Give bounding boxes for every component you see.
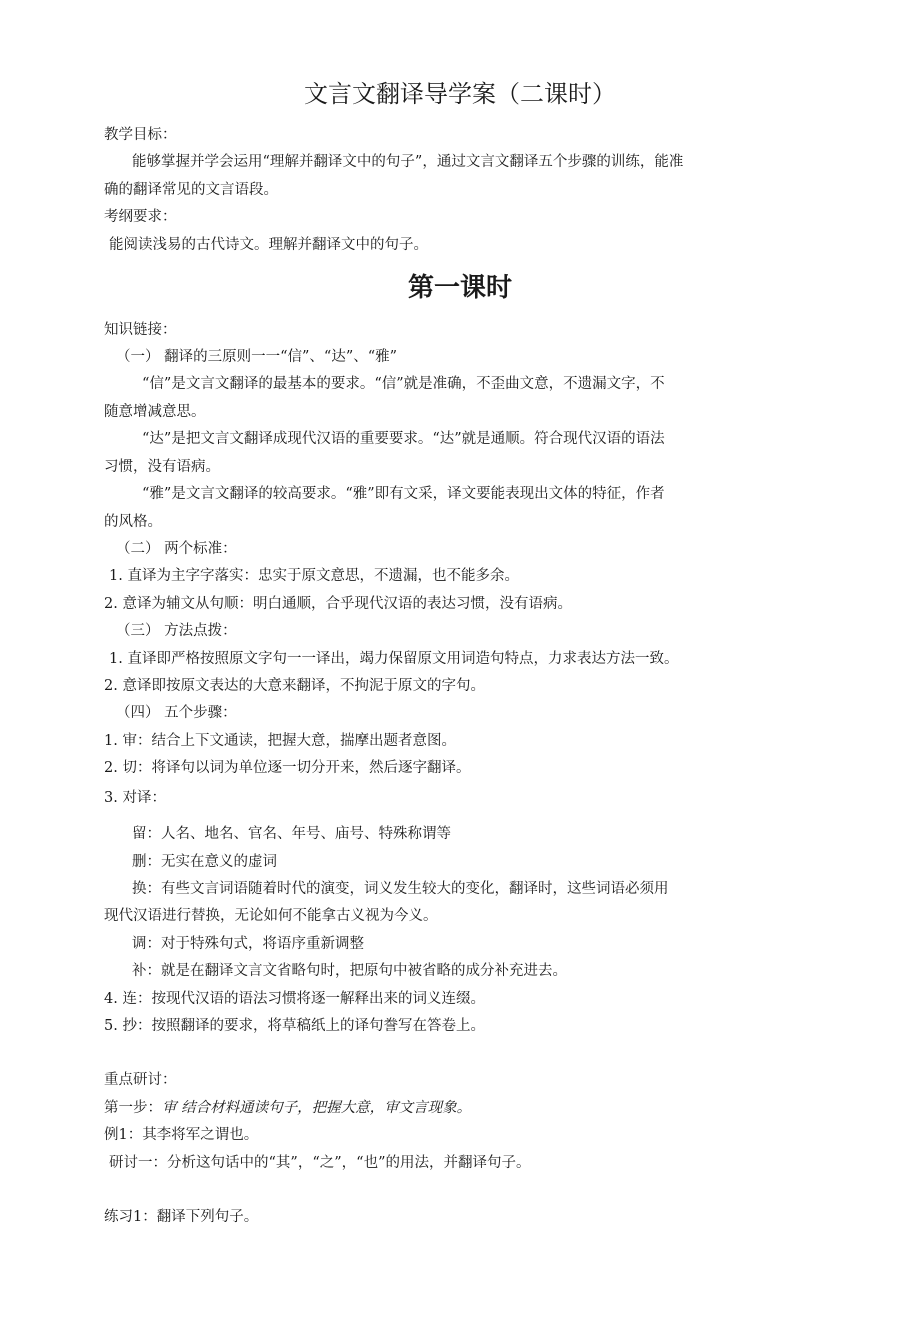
part1-heading: （一） 翻译的三原则一一“信”、“达”、“雅”	[116, 349, 398, 365]
da-text-1: “达”是把文言文翻译成现代汉语的重要要求。“达”就是通顺。符合现代汉语的语法	[142, 431, 665, 447]
step3-huan-1: 换：有些文言词语随着时代的演变，词义发生较大的变化，翻译时，这些词语必须用	[132, 881, 669, 897]
syllabus-heading: 考纲要求：	[104, 209, 177, 225]
step-2: 2. 切：将译句以词为单位逐一切分开来，然后逐字翻译。	[104, 760, 471, 776]
step-3: 3. 对译：	[104, 790, 166, 806]
lesson-title: 第一课时	[407, 273, 512, 303]
ya-text-1: “雅”是文言文翻译的较高要求。“雅”即有文采，译文要能表现出文体的特征，作者	[142, 486, 665, 502]
focus-heading: 重点研讨：	[104, 1072, 177, 1088]
knowledge-heading: 知识链接：	[104, 322, 177, 338]
discussion-1: 研讨一：分析这句话中的“其”，“之”，“也”的用法，并翻译句子。	[109, 1155, 531, 1171]
ya-text-2: 的风格。	[104, 514, 162, 530]
focus-step1-label: 第一步：	[104, 1100, 162, 1116]
method-2: 2. 意译即按原文表达的大意来翻译，不拘泥于原文的字句。	[104, 678, 485, 694]
step-1: 1. 审：结合上下文通读，把握大意，揣摩出题者意图。	[104, 733, 456, 749]
da-text-2: 习惯，没有语病。	[104, 459, 220, 475]
xin-text-2: 随意增减意思。	[104, 404, 206, 420]
part4-heading: （四） 五个步骤：	[116, 705, 237, 721]
objectives-text-2: 确的翻译常见的文言语段。	[104, 182, 278, 198]
step3-liu: 留：人名、地名、官名、年号、庙号、特殊称谓等	[132, 826, 451, 842]
syllabus-text: 能阅读浅易的古代诗文。理解并翻译文中的句子。	[109, 237, 428, 253]
standard-1: 1. 直译为主字字落实：忠实于原文意思，不遗漏，也不能多余。	[109, 568, 519, 584]
step3-huan-2: 现代汉语进行替换，无论如何不能拿古义视为今义。	[104, 908, 438, 924]
focus-step1-text: 审 结合材料通读句子，把握大意，审文言现象。	[162, 1100, 472, 1116]
method-1: 1. 直译即严格按照原文字句一一译出，竭力保留原文用词造句特点，力求表达方法一致。	[109, 651, 679, 667]
part3-heading: （三） 方法点拨：	[116, 623, 237, 639]
step-4: 4. 连：按现代汉语的语法习惯将逐一解释出来的词义连缀。	[104, 991, 485, 1007]
xin-text-1: “信”是文言文翻译的最基本的要求。“信”就是准确，不歪曲文意，不遗漏文字，不	[142, 376, 665, 392]
standard-2: 2. 意译为辅文从句顺：明白通顺，合乎现代汉语的表达习惯，没有语病。	[104, 596, 572, 612]
part2-heading: （二） 两个标准：	[116, 541, 237, 557]
objectives-text-1: 能够掌握并学会运用“理解并翻译文中的句子”，通过文言文翻译五个步骤的训练，能准	[132, 154, 684, 170]
objectives-heading: 教学目标：	[104, 127, 177, 143]
example-1: 例1：其李将军之谓也。	[104, 1127, 259, 1143]
step3-tiao: 调：对于特殊句式，将语序重新调整	[132, 936, 364, 952]
step-5: 5. 抄：按照翻译的要求，将草稿纸上的译句誊写在答卷上。	[104, 1018, 485, 1034]
exercise-1: 练习1：翻译下列句子。	[104, 1209, 259, 1225]
step3-shan: 删：无实在意义的虚词	[132, 854, 277, 870]
focus-step1	[104, 1098, 471, 1118]
document-title: 文言文翻译导学案（二课时）	[304, 80, 616, 108]
step3-bu: 补：就是在翻译文言文省略句时，把原句中被省略的成分补充进去。	[132, 963, 567, 979]
